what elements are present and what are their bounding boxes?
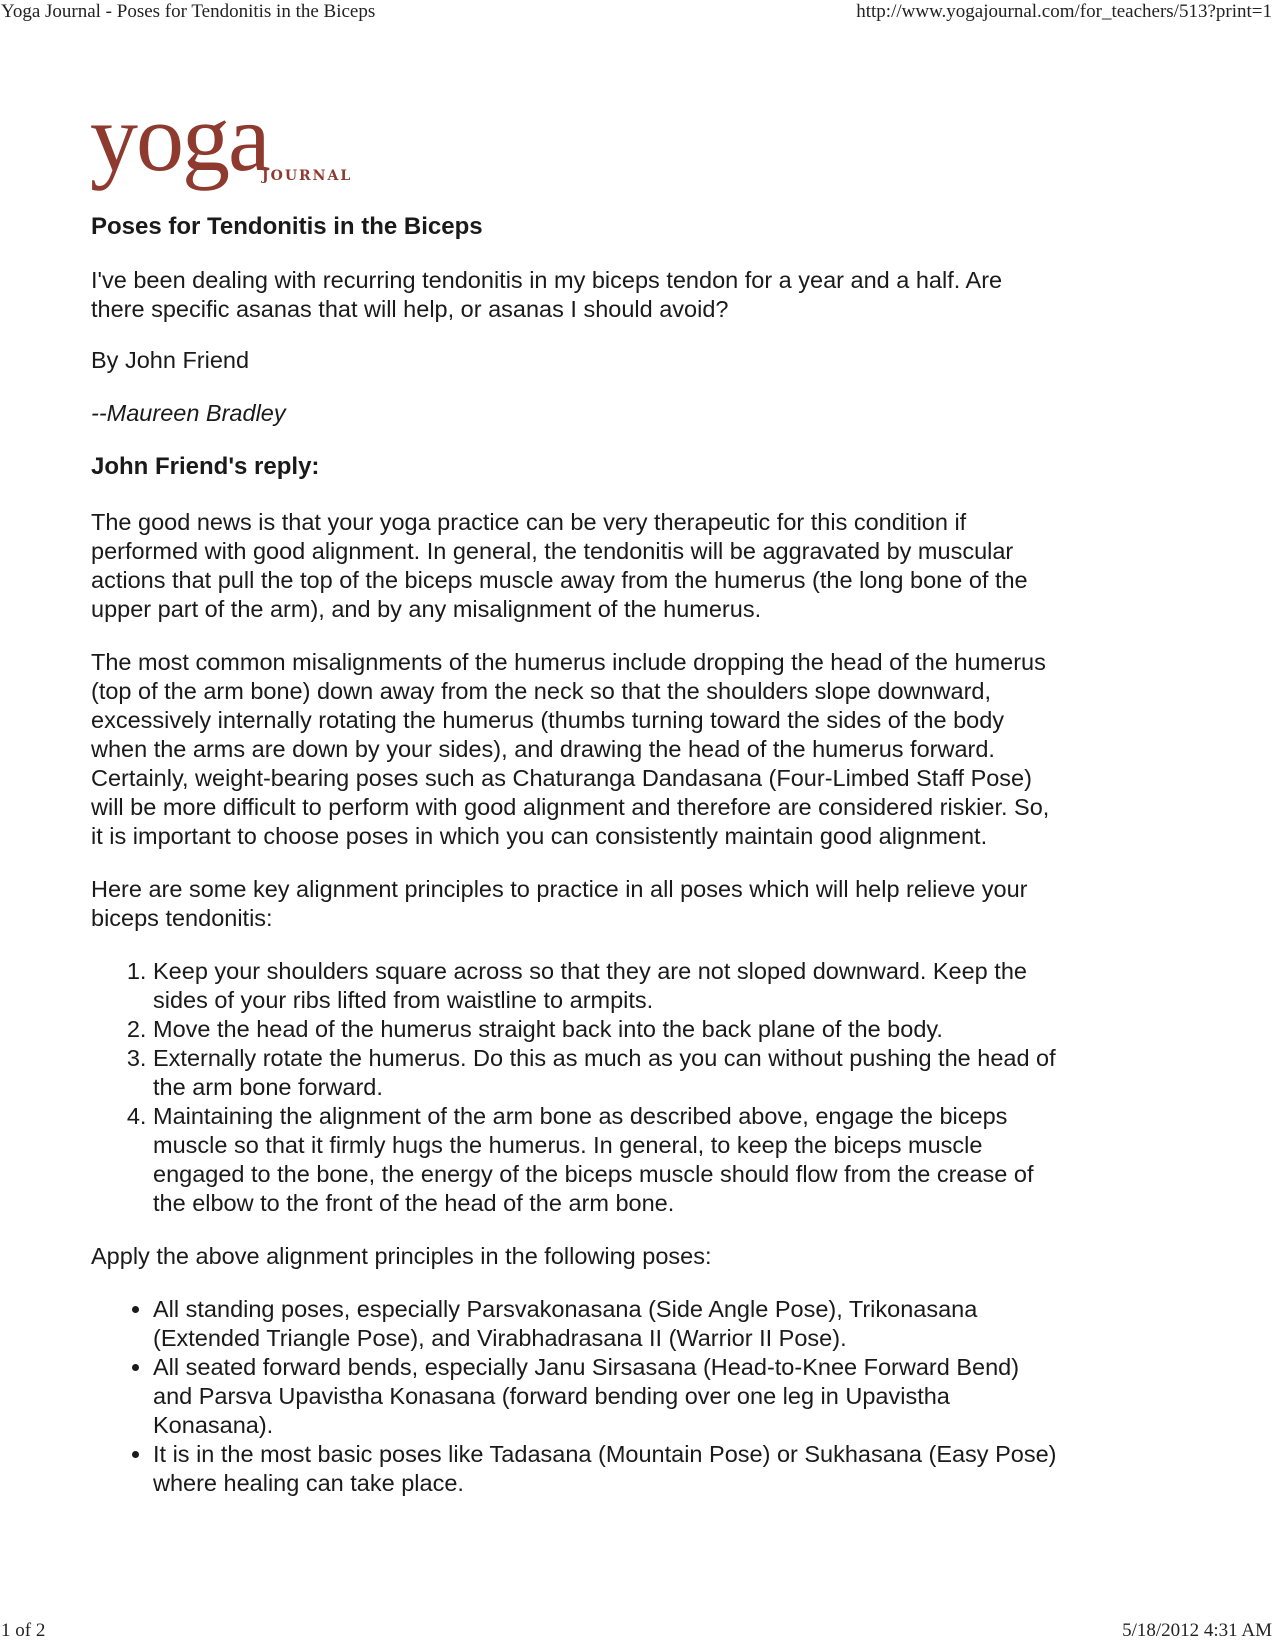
reply-heading: John Friend's reply:: [91, 453, 320, 480]
paragraph: The most common misalignments of the humerus include dropping the head of the humerus (top of the arm bone) down away from the neck so that the shoulders slope downward, excessively internally rotating the humerus (thumbs turning toward the sides of the body when the arms are down by your sides), and drawing the head of the humerus forward. Certainly, weight-bearing poses such as Chaturanga Dandasana (Four-Limbed Staff Pose) will be more difficult to perform with good alignment and therefore are considered riskier. So, it is important to choose poses in which you can consistently maintain good alignment.: [91, 649, 1050, 849]
list-item: • It is in the most basic poses like Tadasana (Mountain Pose) or Sukhasana (Easy Pose) where healing can take place.: [153, 1440, 1061, 1498]
list-item: 2. Move the head of the humerus straight back into the back plane of the body.: [153, 1015, 1061, 1044]
list-item: • All standing poses, especially Parsvakonasana (Side Angle Pose), Trikonasana (Extended Triangle Pose), and Virabhadrasana II (Warrior II Pose).: [153, 1295, 1061, 1353]
print-datetime: 5/18/2012 4:31 AM: [1122, 1620, 1272, 1641]
yoga-journal-logo: [90, 84, 380, 196]
page-number: 1 of 2: [1, 1620, 46, 1641]
paragraph: The good news is that your yoga practice can be very therapeutic for this condition if performed with good alignment. In general, the tendonitis will be aggravated by muscular actions that pull the top of the biceps muscle away from the humerus (the long bone of the upper part of the arm), and by any misalignment of the humerus.: [91, 509, 1028, 622]
print-header-title: Yoga Journal - Poses for Tendonitis in the Biceps: [1, 1, 376, 22]
article-title: Poses for Tendonitis in the Biceps: [91, 213, 483, 240]
question-author: --Maureen Bradley: [91, 400, 286, 426]
paragraph: Here are some key alignment principles to practice in all poses which will help relieve your biceps tendonitis:: [91, 876, 1028, 931]
list-item: 1. Keep your shoulders square across so that they are not sloped downward. Keep the sides of your ribs lifted from waistline to armpits.: [153, 957, 1061, 1015]
logo-word: yoga: [90, 84, 269, 191]
article: [91, 212, 1061, 1522]
print-footer: [0, 1620, 1275, 1644]
print-header: [0, 1, 1275, 25]
print-header-url[interactable]: http://www.yogajournal.com/for_teachers/513?print=1: [856, 1, 1272, 22]
list-item: • All seated forward bends, especially Janu Sirsasana (Head-to-Knee Forward Bend) and Parsva Upavistha Konasana (forward bending over one leg in Upavistha Konasana).: [153, 1353, 1061, 1440]
list-item: 4. Maintaining the alignment of the arm bone as described above, engage the biceps muscle so that it firmly hugs the humerus. In general, to keep the biceps muscle engaged to the bone, the energy of the biceps muscle should flow from the crease of the elbow to the front of the head of the arm bone.: [153, 1102, 1061, 1218]
byline: By John Friend: [91, 347, 250, 373]
alignment-principles-list: [91, 957, 1061, 1218]
list-item: 3. Externally rotate the humerus. Do this as much as you can without pushing the head of the arm bone forward.: [153, 1044, 1061, 1102]
logo-sub: JOURNAL: [262, 168, 353, 184]
reader-question: I've been dealing with recurring tendonitis in my biceps tendon for a year and a half. Are there specific asanas that will help, or asanas I should avoid?: [91, 267, 1003, 322]
apply-intro: Apply the above alignment principles in the following poses:: [91, 1243, 712, 1269]
poses-list: [91, 1295, 1061, 1498]
